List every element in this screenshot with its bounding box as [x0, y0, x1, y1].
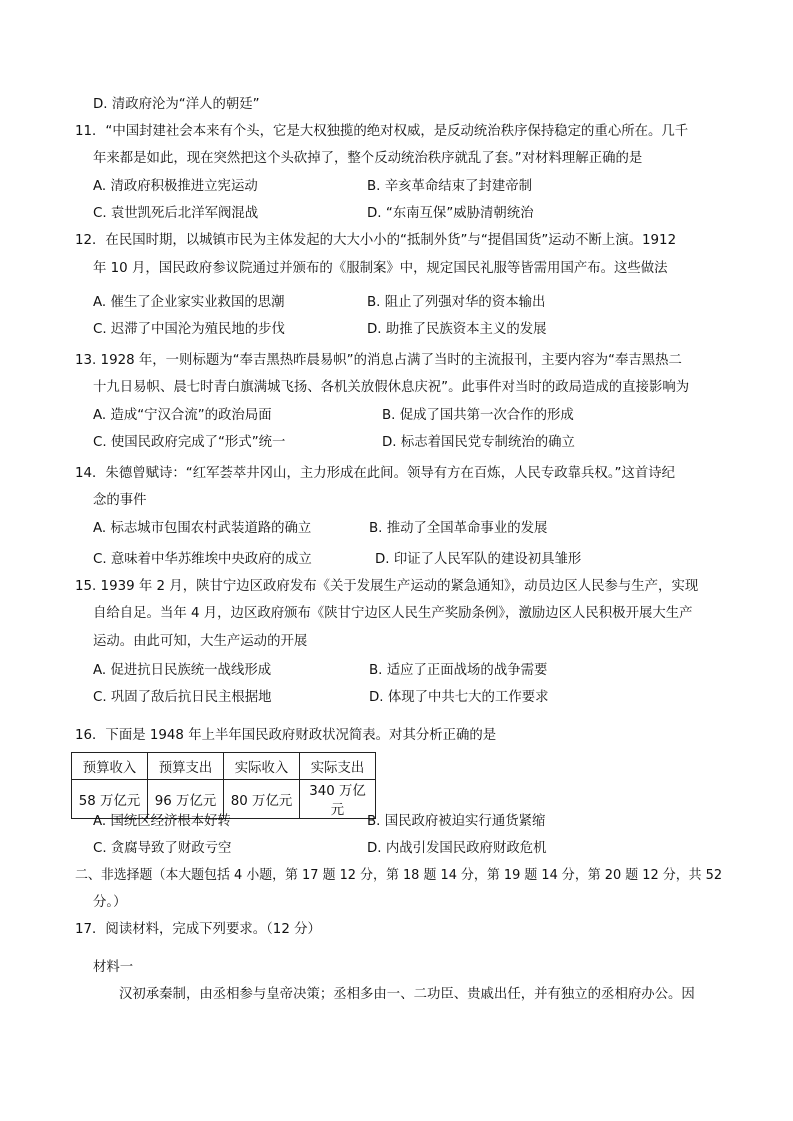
q14-stem-line1: 14．朱德曾赋诗：“红军荟萃井冈山，主力形成在此间。领导有方在百炼，人民专政靠兵权。”这首诗纪	[75, 466, 676, 481]
q14-option-b: B. 推动了全国革命事业的发展	[369, 521, 548, 536]
material-one-text: 汉初承秦制，由丞相参与皇帝决策；丞相多由一、二功臣、贵戚出任，并有独立的丞相府办公。因	[119, 987, 695, 1002]
q13-option-b: B. 促成了国共第一次合作的形成	[382, 408, 574, 423]
q15-stem-line1: 15. 1939 年 2 月，陕甘宁边区政府发布《关于发展生产运动的紧急通知》，动员边区人民参与生产，实现	[75, 579, 699, 594]
q12-stem-line2: 年 10 月，国民政府参议院通过并颁布的《服制案》中，规定国民礼服等皆需用国产布。这些做法	[93, 261, 668, 276]
material-one-label: 材料一	[93, 960, 134, 975]
q11-stem-line2: 年来都是如此，现在突然把这个头砍掉了，整个反动统治秩序就乱了套。”对材料理解正确的是	[93, 151, 643, 166]
q16-option-a: A. 国统区经济根本好转	[93, 814, 231, 829]
table-cell: 80 万亿元	[224, 780, 300, 819]
q14-stem-line2: 念的事件	[93, 493, 147, 508]
q12-option-b: B. 阻止了列强对华的资本输出	[367, 295, 546, 310]
q16-stem: 16．下面是 1948 年上半年国民政府财政状况简表。对其分析正确的是	[75, 728, 497, 743]
q13-option-d: D. 标志着国民党专制统治的确立	[382, 435, 575, 450]
q15-option-a: A. 促进抗日民族统一战线形成	[93, 663, 272, 678]
q12-stem-line1: 12．在民国时期，以城镇市民为主体发起的大大小小的“抵制外货”与“提倡国货”运动不断上演。1912	[75, 233, 677, 248]
q17-stem: 17．阅读材料，完成下列要求。（12 分）	[75, 922, 321, 937]
finance-table	[71, 752, 376, 819]
table-header-row	[72, 753, 376, 780]
q13-stem-line2: 十九日易帜、晨七时青白旗满城飞扬、各机关放假休息庆祝”。此事件对当时的政局造成的直接影响为	[93, 380, 690, 395]
q16-option-d: D. 内战引发国民政府财政危机	[367, 841, 547, 856]
q16-option-b: B. 国民政府被迫实行通货紧缩	[367, 814, 546, 829]
q15-option-d: D. 体现了中共七大的工作要求	[369, 690, 549, 705]
table-cell: 58 万亿元	[72, 780, 148, 819]
q15-option-c: C. 巩固了敌后抗日民主根据地	[93, 690, 272, 705]
q12-option-c: C. 迟滞了中国沦为殖民地的步伐	[93, 322, 285, 337]
q11-option-c: C. 袁世凯死后北洋军阀混战	[93, 206, 259, 221]
table-header-cell: 实际支出	[300, 753, 376, 780]
q15-stem-line3: 运动。由此可知，大生产运动的开展	[93, 634, 308, 649]
q13-option-c: C. 使国民政府完成了“形式”统一	[93, 435, 286, 450]
q16-option-c: C. 贪腐导致了财政亏空	[93, 841, 232, 856]
q13-option-a: A. 造成“宁汉合流”的政治局面	[93, 408, 272, 423]
q11-stem-line1: 11．“中国封建社会本来有个头，它是大权独揽的绝对权威，是反动统治秩序保持稳定的重心所在。几千	[75, 124, 689, 139]
q12-option-a: A. 催生了企业家实业救国的思潮	[93, 295, 285, 310]
q12-option-d: D. 助推了民族资本主义的发展	[367, 322, 547, 337]
q14-option-a: A. 标志城市包围农村武装道路的确立	[93, 521, 312, 536]
table-cell: 96 万亿元	[148, 780, 224, 819]
table-cell: 340 万亿元	[300, 780, 376, 819]
table-header-cell: 预算支出	[148, 753, 224, 780]
q14-option-d: D. 印证了人民军队的建设初具雏形	[375, 552, 582, 567]
q11-option-b: B. 辛亥革命结束了封建帝制	[367, 179, 532, 194]
q13-stem-line1: 13. 1928 年，一则标题为“奉吉黑热昨晨易帜”的消息占满了当时的主流报刊，主要内容为“奉吉黑热二	[75, 353, 682, 368]
table-header-cell: 实际收入	[224, 753, 300, 780]
q11-option-d: D. “东南互保”威胁清朝统治	[367, 206, 534, 221]
q10-option-d: D. 清政府沦为“洋人的朝廷”	[93, 97, 260, 112]
section-two-heading-line2: 分。）	[93, 895, 127, 910]
q14-option-c: C. 意味着中华苏维埃中央政府的成立	[93, 552, 312, 567]
table-header-cell: 预算收入	[72, 753, 148, 780]
q15-stem-line2: 自给自足。当年 4 月，边区政府颁布《陕甘宁边区人民生产奖励条例》，激励边区人民积极开展大生产	[93, 606, 693, 621]
q15-option-b: B. 适应了正面战场的战争需要	[369, 663, 548, 678]
section-two-heading-line1: 二、非选择题（本大题包括 4 小题，第 17 题 12 分，第 18 题 14 分，第 19 题 14 分，第 20 题 12 分，共 52	[75, 868, 723, 883]
q11-option-a: A. 清政府积极推进立宪运动	[93, 179, 258, 194]
